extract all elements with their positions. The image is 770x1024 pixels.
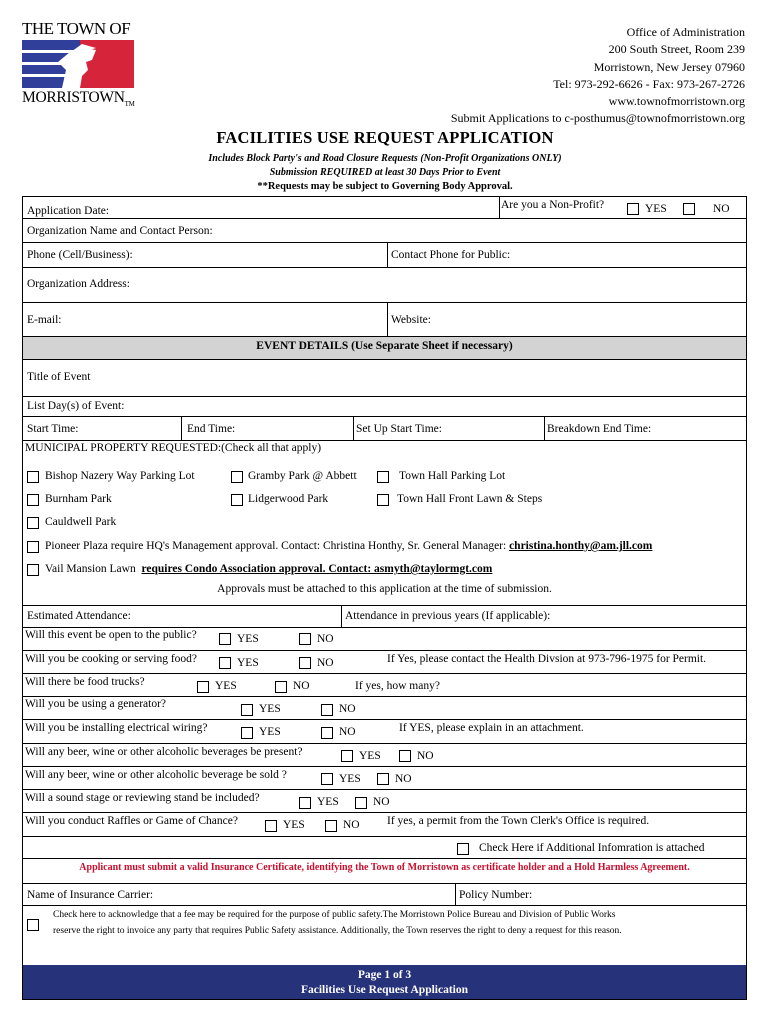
electrical-no-label: NO: [339, 726, 356, 738]
logo-flag-icon: [22, 40, 134, 88]
fee-ack-checkbox[interactable]: [27, 919, 39, 931]
bishop-checkbox[interactable]: [27, 471, 39, 483]
application-date-label: Application Date:: [27, 205, 110, 217]
insurance-warning: Applicant must submit a valid Insurance Certificate, identifying the Town of Morristown as certificate holder and a Hold Harmless Agreement.: [79, 862, 690, 873]
cooking-question: Will you be cooking or serving food?: [25, 653, 198, 665]
website-field[interactable]: Website:: [391, 314, 431, 326]
divider: [353, 416, 354, 440]
office-address-block: [451, 24, 745, 128]
divider: [23, 650, 746, 651]
townhall-lot-label: Town Hall Parking Lot: [399, 470, 506, 482]
non-profit-no-checkbox[interactable]: [683, 203, 695, 215]
footer-doc-title: Facilities Use Request Application: [300, 984, 469, 996]
divider: [23, 836, 746, 837]
non-profit-yes-label: YES: [645, 203, 667, 215]
office-name: Office of Administration: [626, 25, 745, 39]
townhall-lawn-label: Town Hall Front Lawn & Steps: [397, 493, 543, 505]
food-trucks-no-checkbox[interactable]: [275, 681, 287, 693]
open-public-no-label: NO: [317, 633, 334, 645]
divider: [387, 242, 388, 267]
burnham-checkbox[interactable]: [27, 494, 39, 506]
event-title-field[interactable]: Title of Event: [27, 371, 91, 383]
alcohol-present-yes-checkbox[interactable]: [341, 750, 353, 762]
fee-ack-line1: Check here to acknowledge that a fee may be required for the purpose of public safety.The Morristown Police Bureau and Division of Public Works: [53, 910, 616, 920]
electrical-yes-checkbox[interactable]: [241, 727, 253, 739]
electrical-note: If YES, please explain in an attachment.: [399, 722, 584, 734]
application-form: [22, 196, 747, 1000]
prev-attendance-field[interactable]: Attendance in previous years (If applicable):: [345, 610, 551, 622]
divider: [23, 627, 746, 628]
event-days-field[interactable]: List Day(s) of Event:: [27, 400, 125, 412]
generator-yes-checkbox[interactable]: [241, 704, 253, 716]
electrical-no-checkbox[interactable]: [321, 727, 333, 739]
event-details-header: [23, 337, 746, 359]
office-address2: Morristown, New Jersey 07960: [593, 59, 745, 74]
office-phone: Tel: 973-292-6626 - Fax: 973-267-2726: [553, 76, 745, 91]
townhall-lot-checkbox[interactable]: [377, 471, 389, 483]
phone-field[interactable]: Phone (Cell/Business):: [27, 249, 133, 261]
townhall-lawn-checkbox[interactable]: [377, 494, 389, 506]
office-address1: 200 South Street, Room 239: [608, 42, 745, 57]
divider: [23, 812, 746, 813]
divider: [23, 302, 746, 303]
divider: [341, 605, 342, 627]
breakdown-time-field[interactable]: Breakdown End Time:: [547, 423, 652, 435]
food-trucks-question: Will there be food trucks?: [25, 676, 145, 688]
non-profit-label: Are you a Non-Profit?: [501, 199, 605, 211]
food-trucks-no-label: NO: [293, 680, 310, 692]
sound-stage-question: Will a sound stage or reviewing stand be included?: [25, 792, 260, 804]
vail-label: [45, 563, 492, 575]
divider: [23, 696, 746, 697]
raffles-yes-label: YES: [283, 819, 305, 831]
open-public-yes-label: YES: [237, 633, 259, 645]
additional-info-label: Check Here if Additional Infomration is attached: [479, 842, 705, 854]
alcohol-sold-no-label: NO: [395, 773, 412, 785]
property-header: MUNICIPAL PROPERTY REQUESTED:(Check all that apply): [25, 442, 322, 454]
alcohol-sold-question: Will any beer, wine or other alcoholic beverage be sold ?: [25, 769, 287, 781]
page-footer: [23, 965, 746, 999]
logo-top-text: THE TOWN OF: [22, 19, 131, 38]
org-address-field[interactable]: Organization Address:: [27, 278, 130, 290]
divider: [387, 302, 388, 336]
divider: [23, 858, 746, 859]
generator-yes-label: YES: [259, 703, 281, 715]
cooking-yes-label: YES: [237, 657, 259, 669]
alcohol-present-no-label: NO: [417, 750, 434, 762]
sound-stage-yes-label: YES: [317, 796, 339, 808]
electrical-yes-label: YES: [259, 726, 281, 738]
cauldwell-checkbox[interactable]: [27, 517, 39, 529]
alcohol-present-question: Will any beer, wine or other alcoholic beverages be present?: [25, 746, 303, 758]
policy-number-field[interactable]: Policy Number:: [459, 889, 533, 901]
raffles-no-label: NO: [343, 819, 360, 831]
divider: [23, 883, 746, 884]
pioneer-text: Pioneer Plaza require HQ's Management approval. Contact: Christina Honthy, Sr. General Manager:: [45, 540, 510, 552]
office-website[interactable]: www.townofmorristown.org: [608, 94, 745, 109]
burnham-label: Burnham Park: [45, 493, 112, 505]
email-field[interactable]: E-mail:: [27, 314, 62, 326]
start-time-field[interactable]: Start Time:: [27, 423, 79, 435]
office-submit-email[interactable]: Submit Applications to c-posthumus@townofmorristown.org: [450, 111, 745, 126]
divider: [23, 605, 746, 606]
gramby-label: Gramby Park @ Abbett: [248, 470, 357, 482]
divider: [23, 905, 746, 906]
pioneer-checkbox[interactable]: [27, 541, 39, 553]
cooking-no-checkbox[interactable]: [299, 657, 311, 669]
logo-bottom-text: $MORRISTOWN_{TM}$: [22, 89, 135, 109]
open-public-no-checkbox[interactable]: [299, 633, 311, 645]
divider: [181, 416, 182, 440]
attendance-field[interactable]: Estimated Attendance:: [27, 610, 131, 622]
divider: [23, 218, 746, 219]
alcohol-present-no-checkbox[interactable]: [399, 750, 411, 762]
generator-question: Will you be using a generator?: [25, 698, 167, 710]
page-title: FACILITIES USE REQUEST APPLICATION: [216, 128, 554, 147]
divider: [23, 789, 746, 790]
divider: [23, 673, 746, 674]
food-trucks-yes-checkbox[interactable]: [197, 681, 209, 693]
alcohol-present-yes-label: YES: [359, 750, 381, 762]
divider: [23, 440, 746, 441]
subtitle-2: Submission REQUIRED at least 30 Days Prior to Event: [269, 167, 501, 178]
divider: [544, 416, 545, 440]
divider: [23, 719, 746, 720]
electrical-question: Will you be installing electrical wiring?: [25, 722, 208, 734]
divider: [499, 197, 500, 218]
cooking-yes-checkbox[interactable]: [219, 657, 231, 669]
raffles-note: If yes, a permit from the Town Clerk's Office is required.: [387, 815, 650, 827]
lidgerwood-checkbox[interactable]: [231, 494, 243, 506]
open-public-yes-checkbox[interactable]: [219, 633, 231, 645]
pioneer-email-link[interactable]: christina.honthy@am.jll.com: [509, 540, 653, 552]
food-trucks-yes-label: YES: [215, 680, 237, 692]
cauldwell-label: Cauldwell Park: [45, 516, 117, 528]
alcohol-sold-no-checkbox[interactable]: [377, 773, 389, 785]
page-number: Page 1 of 3: [357, 969, 412, 981]
raffles-no-checkbox[interactable]: [325, 820, 337, 832]
sound-stage-no-checkbox[interactable]: [355, 797, 367, 809]
cooking-no-label: NO: [317, 657, 334, 669]
subtitle-3: **Requests may be subject to Governing Body Approval.: [257, 181, 513, 192]
lidgerwood-label: Lidgerwood Park: [248, 493, 329, 505]
vail-checkbox[interactable]: [27, 564, 39, 576]
pioneer-label: [45, 540, 652, 552]
divider: [23, 242, 746, 243]
alcohol-sold-yes-checkbox[interactable]: [321, 773, 333, 785]
approvals-note: Approvals must be attached to this application at the time of submission.: [217, 583, 552, 595]
divider: [23, 267, 746, 268]
end-time-field[interactable]: End Time:: [187, 423, 236, 435]
food-trucks-note: If yes, how many?: [355, 680, 440, 692]
vail-text: Vail Mansion Lawn: [45, 563, 136, 575]
divider: [23, 359, 746, 360]
additional-info-checkbox[interactable]: [457, 843, 469, 855]
divider: [455, 883, 456, 905]
setup-time-field[interactable]: Set Up Start Time:: [356, 423, 442, 435]
open-public-question: Will this event be open to the public?: [25, 629, 197, 641]
generator-no-checkbox[interactable]: [321, 704, 333, 716]
event-details-title: EVENT DETAILS (Use Separate Sheet if necessary): [256, 340, 513, 352]
alcohol-sold-yes-label: YES: [339, 773, 361, 785]
raffles-question: Will you conduct Raffles or Game of Chance?: [25, 815, 238, 827]
sound-stage-yes-checkbox[interactable]: [299, 797, 311, 809]
fee-ack-line2: reserve the right to invoice any party that requires Public Safety assistance. Additionally, the Town reserves the right to deny a request for this reason.: [53, 926, 622, 936]
generator-no-label: NO: [339, 703, 356, 715]
divider: [23, 743, 746, 744]
non-profit-no-label: NO: [713, 203, 730, 215]
raffles-yes-checkbox[interactable]: [265, 820, 277, 832]
org-name-field[interactable]: Organization Name and Contact Person:: [27, 225, 213, 237]
gramby-checkbox[interactable]: [231, 471, 243, 483]
bishop-label: Bishop Nazery Way Parking Lot: [45, 470, 195, 482]
contact-phone-field[interactable]: Contact Phone for Public:: [391, 249, 511, 261]
vail-note: requires Condo Association approval. Contact: asmyth@taylormgt.com: [141, 563, 493, 575]
cooking-note: If Yes, please contact the Health Divsion at 973-796-1975 for Permit.: [387, 653, 707, 665]
divider: [23, 416, 746, 417]
divider: [23, 766, 746, 767]
sound-stage-no-label: NO: [373, 796, 390, 808]
insurance-carrier-field[interactable]: Name of Insurance Carrier:: [27, 889, 154, 901]
non-profit-yes-checkbox[interactable]: [627, 203, 639, 215]
divider: [23, 396, 746, 397]
subtitle-1: Includes Block Party's and Road Closure Requests (Non-Profit Organizations ONLY): [208, 153, 562, 164]
